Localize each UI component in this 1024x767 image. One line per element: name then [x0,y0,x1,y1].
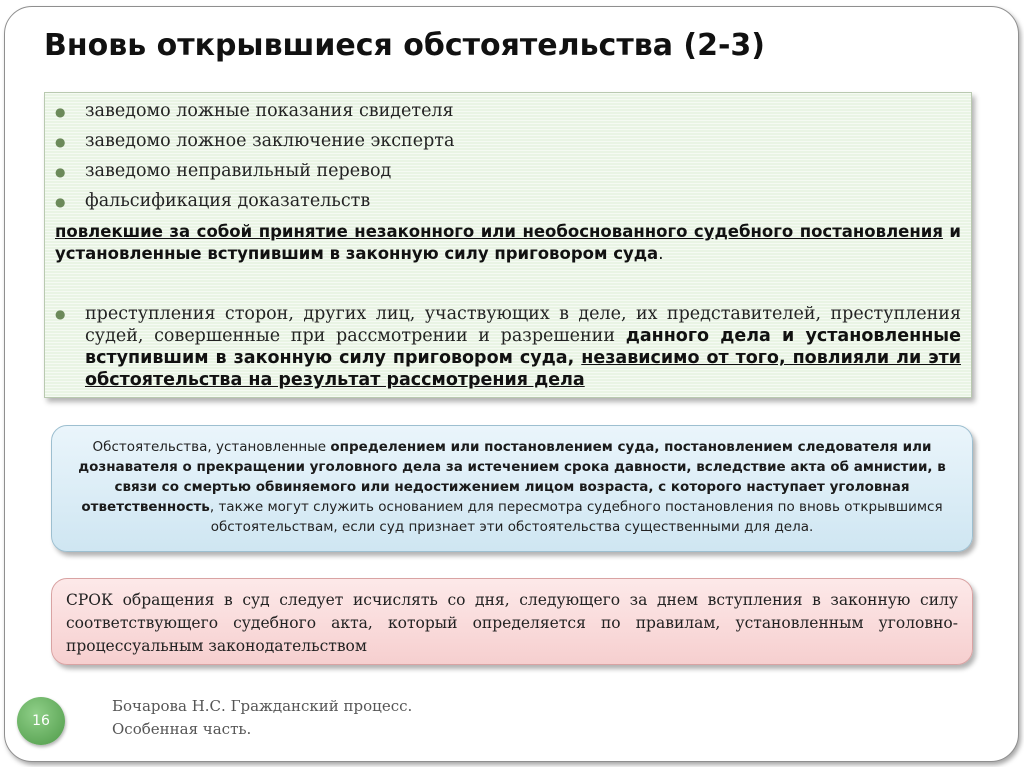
para-bold-underlined: независимо от того, повлияли ли эти обстоятельства на результат рассмотрения дела [85,348,961,390]
bullet-text: заведомо неправильный перевод [85,161,392,181]
deadline-box [51,578,973,665]
bullet-icon: ● [55,135,66,149]
para-plain: преступления сторон, других лиц, участвующих в деле, их представителей, преступления судей, совершенные при рассмотрении и разрешении [85,304,961,346]
footer-line2: Особенная часть. [112,720,252,738]
list-item [55,97,961,127]
page-number-badge [17,697,65,745]
blue-part2: определением или постановлением суда, постановлением следователя или дознавателя о прекращении уголовного дела за истечением срока давности, вследствие акта об амнистии, в связи со смертью обвиняемого или недостижением лицом возраста, с которого наступает уголовная ответственность [78,439,946,515]
bullet-text: фальсификация доказательств [85,191,371,211]
bullet-icon: ● [55,165,66,179]
bullet-icon: ● [55,195,66,209]
consequence-note [55,221,961,265]
deadline-text: СРОК обращения в суд следует исчислять со дня, следующего за днем вступления в законную силу соответствующего судебного акта, который определяется по правилам, установленным уголовно-процессуальным законодательством [66,591,958,655]
list-item [55,187,961,217]
circumstances-box [51,425,973,552]
main-content-box [44,92,972,398]
slide-title: Вновь открывшиеся обстоятельства (2-3) [44,28,766,63]
note-end: . [658,244,664,263]
footer-line1: Бочарова Н.С. Гражданский процесс. [112,697,413,715]
blue-part1: Обстоятельства, установленные [92,439,331,455]
list-item [55,303,961,391]
bullet-text: заведомо ложное заключение эксперта [85,131,455,151]
para-bold: данного дела и установленные вступившим в законную силу приговором суда, [85,326,961,368]
bullet-icon: ● [55,307,66,321]
list-item [55,127,961,157]
note-rest: и установленные вступившим в законную силу приговором суда [55,222,961,263]
bullet-icon: ● [55,105,66,119]
bullet-text: заведомо ложные показания свидетеля [85,101,454,121]
footer [112,695,412,741]
list-item [55,157,961,187]
note-underlined: повлекшие за собой принятие незаконного или необоснованного судебного постановления [55,222,943,241]
page-number: 16 [32,713,50,729]
bullet-paragraph [85,303,961,391]
blue-part3: , также могут служить основанием для пересмотра судебного постановления по вновь открывшимся обстоятельствам, если суд признает эти обстоятельства существенными для дела. [209,499,943,535]
